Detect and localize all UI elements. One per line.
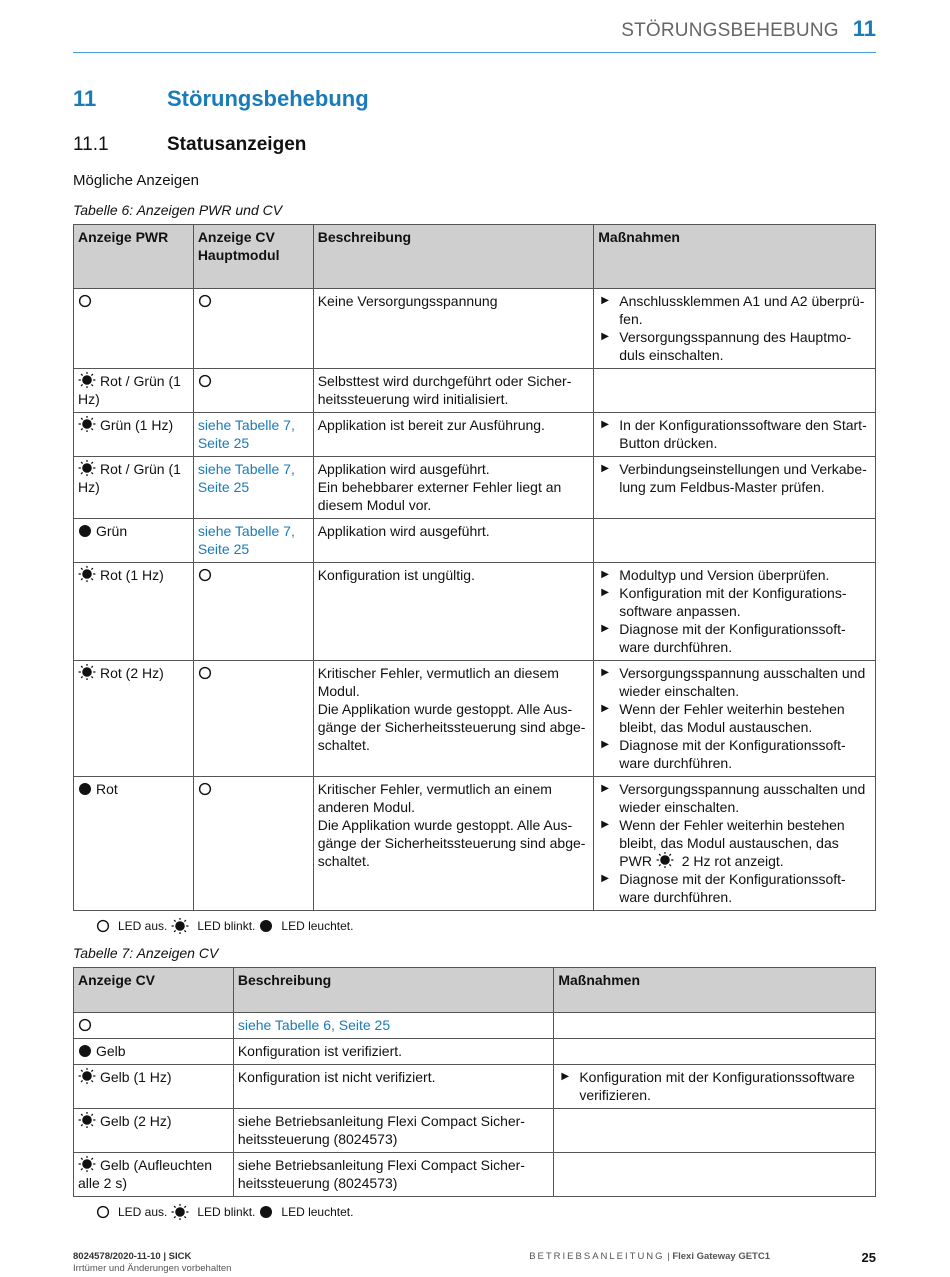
cv-cell	[193, 563, 313, 661]
actions-cell	[554, 1065, 876, 1109]
action-item: ▶ Wenn der Fehler weiterhin bestehen bleibt, das Modul austauschen, das PWR 2 Hz rot anzeigt.	[598, 816, 871, 870]
table6-row	[74, 661, 876, 777]
cv-cell	[74, 1153, 234, 1197]
actions-cell	[594, 457, 876, 519]
chapter-heading	[73, 86, 369, 112]
description-cell	[313, 519, 594, 563]
led-off-icon	[198, 374, 212, 388]
led-blink-icon	[656, 852, 674, 868]
action-item: ▶ Konfiguration mit der Konfigurations-software anpassen.	[598, 584, 871, 620]
table7-row	[74, 1153, 876, 1197]
action-list	[598, 780, 871, 906]
table7	[73, 967, 876, 1197]
pwr-cell	[74, 661, 194, 777]
description-line: Kritischer Fehler, vermutlich an diesem Modul.	[317, 665, 559, 699]
led-blink-icon	[171, 918, 189, 934]
led-blink-icon	[78, 664, 96, 680]
led-on-icon	[78, 524, 92, 538]
footer-left: 8024578/2020-11-10 | SICK Irrtümer und Änderungen vorbehalten	[73, 1251, 232, 1274]
action-list	[558, 1068, 871, 1104]
action-item: ▶ Anschlussklemmen A1 und A2 überprü-fen.	[598, 292, 871, 328]
led-blink-icon	[78, 1068, 96, 1084]
table6-row	[74, 369, 876, 413]
description-line: Ein behebbarer externer Fehler liegt an diesem Modul vor.	[317, 479, 562, 513]
description-cell	[233, 1065, 554, 1109]
action-item: ▶ In der Konfigurationssoftware den Start-Button drücken.	[598, 416, 871, 452]
table-link[interactable]: siehe Tabelle 7, Seite 25	[197, 523, 295, 557]
pwr-cell	[74, 777, 194, 911]
action-item: ▶ Versorgungsspannung ausschalten und wieder einschalten.	[598, 664, 871, 700]
table6-row	[74, 289, 876, 369]
description-line: siehe Betriebsanleitung Flexi Compact Sicher-heitssteuerung (8024573)	[237, 1113, 525, 1147]
header-rule	[73, 52, 876, 53]
description-cell	[313, 661, 594, 777]
description-line: Selbsttest wird durchgeführt oder Sicher-heitssteuerung wird initialisiert.	[317, 373, 572, 407]
pwr-cell	[74, 457, 194, 519]
legend-on: LED leuchtet.	[281, 1205, 354, 1219]
footer-doc-type: BETRIEBSANLEITUNG	[529, 1251, 665, 1262]
table-link[interactable]: siehe Tabelle 6, Seite 25	[237, 1017, 391, 1033]
pwr-cell	[74, 369, 194, 413]
led-off-icon	[198, 568, 212, 582]
table6-header-pwr: Anzeige PWR	[74, 225, 194, 289]
table7-header-actions: Maßnahmen	[554, 968, 876, 1013]
description-line: Applikation wird ausgeführt.	[317, 461, 490, 477]
led-blink-icon	[78, 416, 96, 432]
actions-cell	[594, 661, 876, 777]
table6-caption: Tabelle 6: Anzeigen PWR und CV	[73, 202, 283, 218]
led-off-icon	[78, 294, 92, 308]
indicator-label: Rot	[96, 781, 118, 797]
table6-row	[74, 777, 876, 911]
description-cell	[233, 1109, 554, 1153]
cv-cell	[74, 1109, 234, 1153]
action-item: ▶ Diagnose mit der Konfigurationssoft-ware durchführen.	[598, 736, 871, 772]
description-line: Keine Versorgungsspannung	[317, 293, 498, 309]
description-line: Applikation ist bereit zur Ausführung.	[317, 417, 545, 433]
actions-cell	[594, 563, 876, 661]
led-blink-icon	[78, 372, 96, 388]
legend-on: LED leuchtet.	[281, 919, 354, 933]
led-off-icon	[78, 1018, 92, 1032]
description-line: Kritischer Fehler, vermutlich an einem anderen Modul.	[317, 781, 552, 815]
pwr-cell	[74, 413, 194, 457]
page-number: 25	[861, 1250, 876, 1265]
pwr-cell	[74, 289, 194, 369]
action-item: ▶ Verbindungseinstellungen und Verkabe-lung zum Feldbus-Master prüfen.	[598, 460, 871, 496]
table7-row	[74, 1065, 876, 1109]
cv-cell	[193, 519, 313, 563]
cv-cell	[193, 369, 313, 413]
action-list	[598, 566, 871, 656]
table6-header-cv: Anzeige CV Hauptmodul	[193, 225, 313, 289]
led-off-icon	[198, 294, 212, 308]
table-link[interactable]: siehe Tabelle 7, Seite 25	[197, 417, 295, 451]
table7-caption: Tabelle 7: Anzeigen CV	[73, 945, 219, 961]
description-cell	[313, 457, 594, 519]
table6-row	[74, 457, 876, 519]
description-line: Konfiguration ist ungültig.	[317, 567, 475, 583]
running-header	[621, 16, 876, 42]
actions-cell	[594, 289, 876, 369]
indicator-label: Grün	[96, 523, 128, 539]
table7-row	[74, 1109, 876, 1153]
led-off-icon	[198, 666, 212, 680]
section-heading	[73, 134, 306, 156]
actions-cell	[594, 413, 876, 457]
header-section-title: STÖRUNGSBEHEBUNG	[621, 20, 839, 41]
actions-cell	[554, 1153, 876, 1197]
footer-right: BETRIEBSANLEITUNG | Flexi Gateway GETC1	[529, 1251, 770, 1262]
cv-cell	[74, 1039, 234, 1065]
legend-off: LED aus.	[118, 1205, 168, 1219]
actions-cell	[594, 369, 876, 413]
cv-cell	[193, 457, 313, 519]
legend-blink: LED blinkt.	[197, 919, 256, 933]
subheading: Mögliche Anzeigen	[73, 172, 199, 189]
indicator-label: Gelb	[96, 1043, 126, 1059]
footer-brand: SICK	[168, 1251, 192, 1262]
description-cell	[313, 413, 594, 457]
header-chapter-number: 11	[852, 16, 876, 41]
cv-cell	[74, 1065, 234, 1109]
actions-cell	[554, 1039, 876, 1065]
description-cell	[313, 369, 594, 413]
table6-row	[74, 563, 876, 661]
description-line: Die Applikation wurde gestoppt. Alle Aus-gänge der Sicherheitssteuerung sind abge-schaltet.	[317, 701, 586, 753]
led-off-icon	[198, 782, 212, 796]
led-blink-icon	[78, 1156, 96, 1172]
description-cell	[313, 563, 594, 661]
indicator-label: Grün (1 Hz)	[100, 417, 174, 433]
description-line: Die Applikation wurde gestoppt. Alle Aus-gänge der Sicherheitssteuerung sind abge-schaltet.	[317, 817, 586, 869]
description-line: siehe Betriebsanleitung Flexi Compact Sicher-heitssteuerung (8024573)	[237, 1157, 525, 1191]
section-number: 11.1	[73, 134, 109, 155]
led-blink-icon	[78, 1112, 96, 1128]
table6-header-desc: Beschreibung	[313, 225, 594, 289]
cv-cell	[193, 661, 313, 777]
legend-blink: LED blinkt.	[197, 1205, 256, 1219]
action-list	[598, 664, 871, 772]
led-blink-icon	[171, 1204, 189, 1220]
action-item: ▶ Diagnose mit der Konfigurationssoft-ware durchführen.	[598, 620, 871, 656]
description-cell	[233, 1013, 554, 1039]
indicator-label: Gelb (1 Hz)	[100, 1069, 172, 1085]
actions-cell	[594, 519, 876, 563]
pwr-cell	[74, 519, 194, 563]
cv-cell	[193, 413, 313, 457]
led-on-icon	[78, 1044, 92, 1058]
action-item: ▶ Wenn der Fehler weiterhin bestehen bleibt, das Modul austauschen.	[598, 700, 871, 736]
table7-header-desc: Beschreibung	[233, 968, 554, 1013]
action-item: ▶ Versorgungsspannung des Hauptmo-duls einschalten.	[598, 328, 871, 364]
cv-cell	[193, 777, 313, 911]
table6-row	[74, 413, 876, 457]
led-legend	[96, 1204, 353, 1220]
table-link[interactable]: siehe Tabelle 7, Seite 25	[197, 461, 295, 495]
chapter-title: Störungsbehebung	[167, 86, 369, 111]
actions-cell	[594, 777, 876, 911]
action-item: ▶ Konfiguration mit der Konfigurationssoftware verifizieren.	[558, 1068, 871, 1104]
table6-header-actions: Maßnahmen	[594, 225, 876, 289]
action-list	[598, 292, 871, 364]
led-on-icon	[78, 782, 92, 796]
action-item: ▶ Modultyp und Version überprüfen.	[598, 566, 871, 584]
cv-cell	[74, 1013, 234, 1039]
indicator-label: Rot (2 Hz)	[100, 665, 164, 681]
led-on-icon	[259, 919, 273, 933]
section-title: Statusanzeigen	[167, 134, 307, 155]
table6	[73, 224, 876, 911]
legend-off: LED aus.	[118, 919, 168, 933]
description-cell	[313, 289, 594, 369]
description-line: Konfiguration ist nicht verifiziert.	[237, 1069, 436, 1085]
led-off-icon	[96, 919, 110, 933]
description-line: Applikation wird ausgeführt.	[317, 523, 490, 539]
action-list	[598, 460, 871, 496]
indicator-label: Rot / Grün (1 Hz)	[78, 373, 181, 407]
indicator-label: Gelb (Aufleuchten alle 2 s)	[78, 1157, 213, 1191]
led-off-icon	[96, 1205, 110, 1219]
action-item: ▶ Versorgungsspannung ausschalten und wieder einschalten.	[598, 780, 871, 816]
footer-disclaimer: Irrtümer und Änderungen vorbehalten	[73, 1263, 232, 1274]
led-blink-icon	[78, 460, 96, 476]
chapter-number: 11	[73, 86, 97, 111]
table6-row	[74, 519, 876, 563]
cv-cell	[193, 289, 313, 369]
actions-cell	[554, 1013, 876, 1039]
indicator-label: Rot / Grün (1 Hz)	[78, 461, 181, 495]
indicator-label: Rot (1 Hz)	[100, 567, 164, 583]
description-cell	[313, 777, 594, 911]
footer-doc-id: 8024578/2020-11-10	[73, 1251, 161, 1262]
led-blink-icon	[78, 566, 96, 582]
led-on-icon	[259, 1205, 273, 1219]
indicator-label: Gelb (2 Hz)	[100, 1113, 172, 1129]
description-line: Konfiguration ist verifiziert.	[237, 1043, 403, 1059]
table7-row	[74, 1039, 876, 1065]
table7-header-cv: Anzeige CV	[74, 968, 234, 1013]
actions-cell	[554, 1109, 876, 1153]
table7-row	[74, 1013, 876, 1039]
action-list	[598, 416, 871, 452]
description-cell	[233, 1039, 554, 1065]
description-cell	[233, 1153, 554, 1197]
footer-product: Flexi Gateway GETC1	[672, 1251, 770, 1262]
action-item: ▶ Diagnose mit der Konfigurationssoft-ware durchführen.	[598, 870, 871, 906]
led-legend	[96, 918, 353, 934]
pwr-cell	[74, 563, 194, 661]
